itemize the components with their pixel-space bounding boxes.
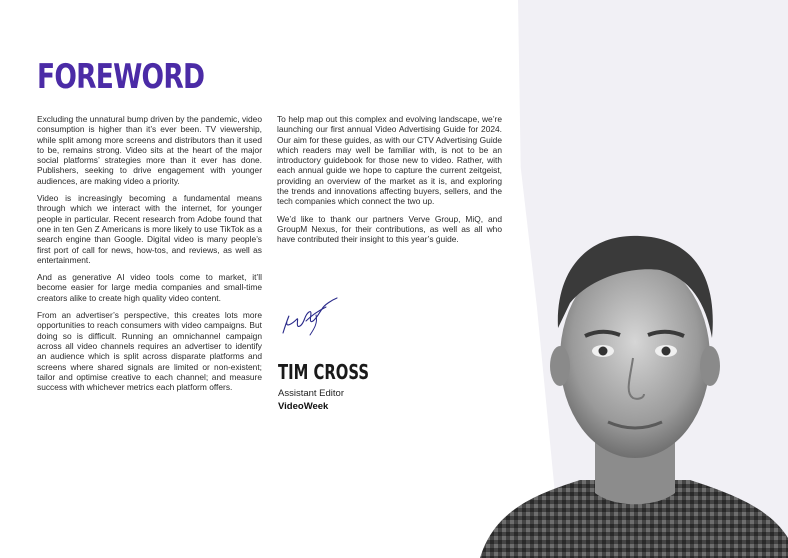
right-column [277,114,502,252]
paragraph: From an advertiser’s perspective, this creates lots more opportunities to reach consumers with video campaigns. But doing so is difficult. Running an omnichannel campaign across all video channels requires an advertiser to identify an audience which is split across disparate platforms and screens where shared signals are limited or non-existent; tailor and optimise creative to each channel; and measure success with whichever metrics each platform offers. [37,310,262,393]
paragraph: To help map out this complex and evolving landscape, we’re launching our first annual Video Advertising Guide for 2024. Our aim for these guides, as with our CTV Advertising Guide which readers may well be familiar with, is not to be an introductory guidebook for those new to video. Rather, with each annual guide we hope to capture the current zeitgeist, providing an overview of the market as it is, and exploring the trends and innovations affecting buyers, sellers, and the tech companies which connect the two up. [277,114,502,207]
left-column [37,114,262,399]
paragraph: And as generative AI video tools come to market, it’ll become easier for large media companies and small-time creators alike to create high quality video content. [37,272,262,303]
signature [280,293,340,343]
author-name: TIM CROSS [278,360,369,384]
paragraph: We’d like to thank our partners Verve Group, MiQ, and GroupM Nexus, for their contributions, as well as all who have contributed their insight to this year’s guide. [277,213,502,245]
author-organization: VideoWeek [278,401,329,412]
author-role: Assistant Editor [278,388,344,399]
paragraph: Video is increasingly becoming a fundamental means through which we interact with the internet, for younger people in particular. Recent research from Adobe found that one in ten Gen Z Americans is more likely to use TikTok as a search engine than Google. Digital video is many people’s first port of call for news, how-tos, and reviews, as well as entertainment. [37,193,262,265]
paragraph: Excluding the unnatural bump driven by the pandemic, video consumption is higher than it’s ever been. TV viewership, while split among more screens and distributors than it used to be, remains strong. Video sits at the heart of the major social platforms’ strategies more than it ever has done. Publishers, seeking to drive engagement with younger audiences, are making video a priority. [37,114,262,186]
author-portrait [470,208,788,558]
page-title: FOREWORD [37,57,205,97]
